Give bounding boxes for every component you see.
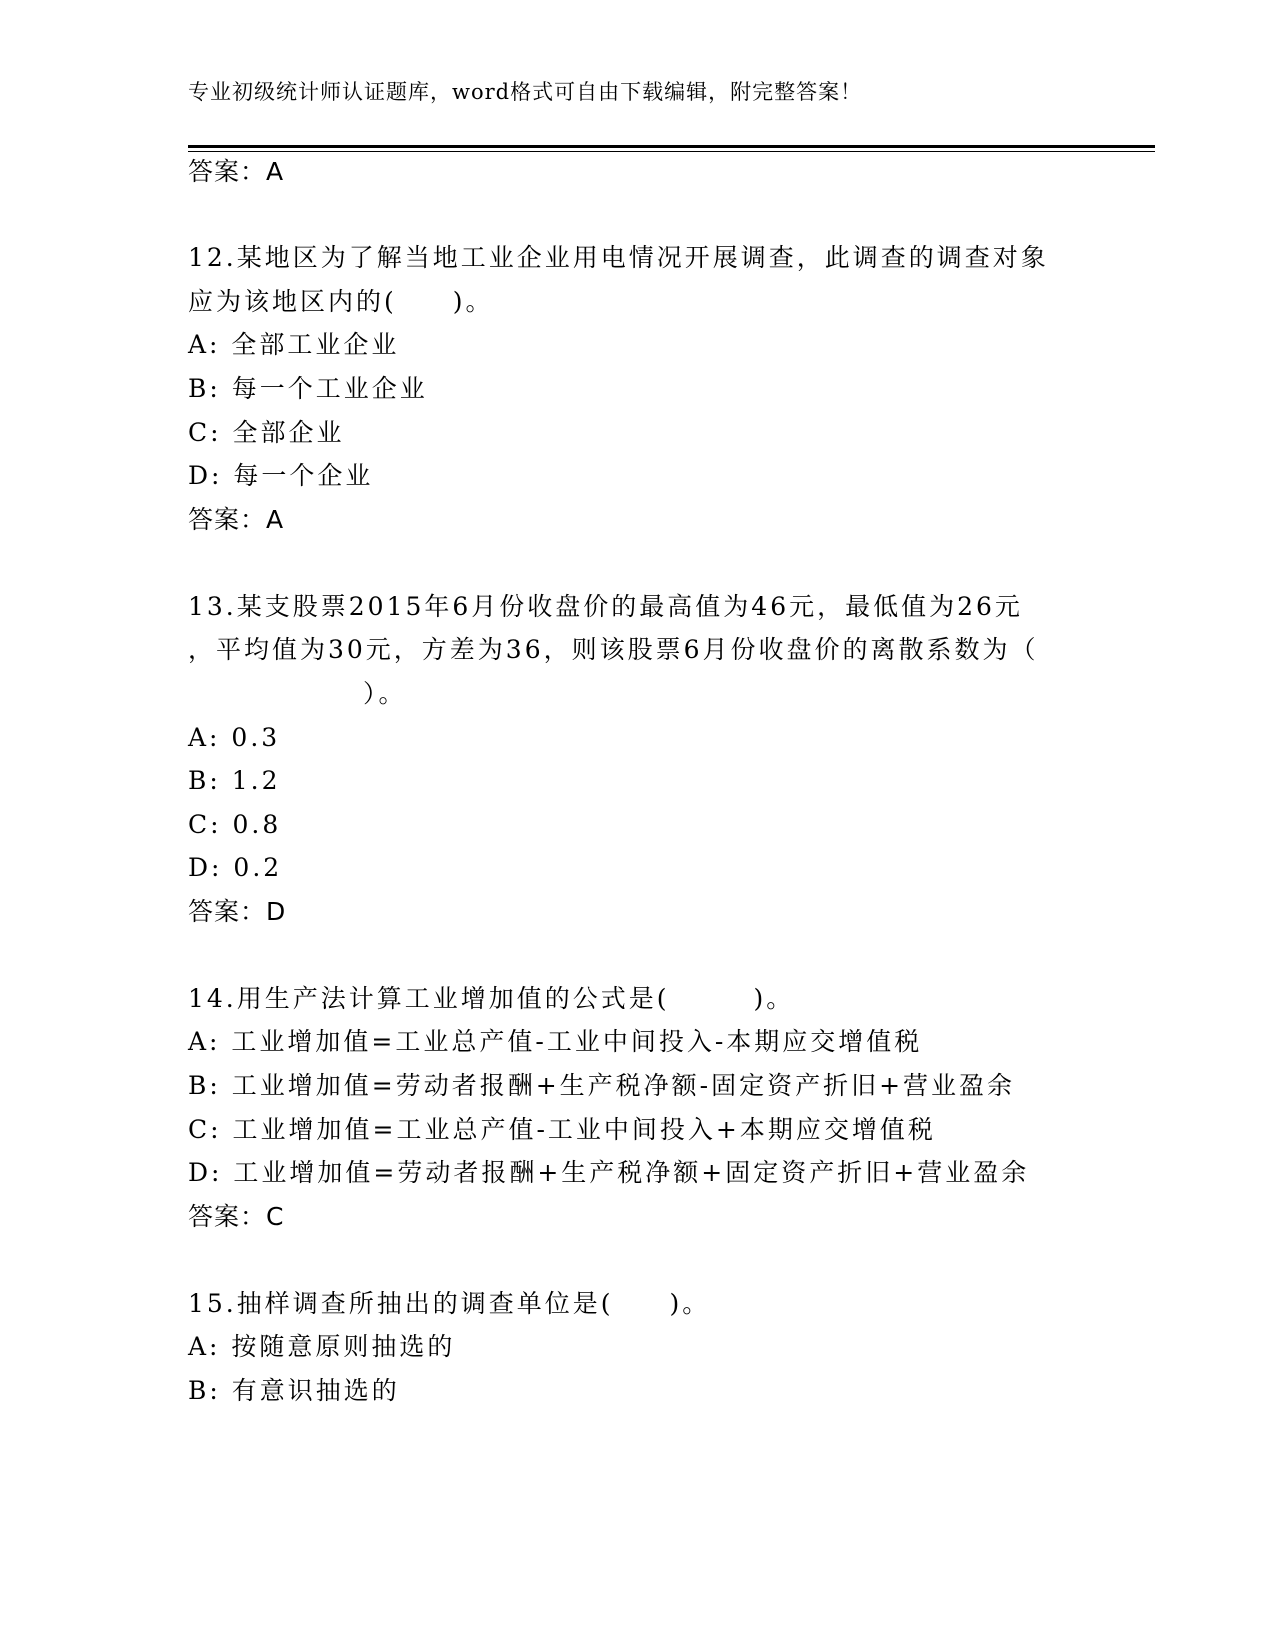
- question-15-option-b: B: 有意识抽选的: [188, 1376, 400, 1405]
- header-rule-thin: [188, 151, 1155, 152]
- question-15-option-a: A: 按随意原则抽选的: [188, 1332, 456, 1361]
- question-14-answer: 答案：C: [188, 1202, 285, 1231]
- question-14-option-d: D: 工业增加值=劳动者报酬+生产税净额+固定资产折旧+营业盈余: [188, 1158, 1030, 1187]
- question-12-option-d: D: 每一个企业: [188, 461, 374, 490]
- question-12-option-a: A: 全部工业企业: [188, 330, 400, 359]
- question-15-stem-line-1: 15.抽样调查所抽出的调查单位是( )。: [188, 1289, 711, 1318]
- page-header: 专业初级统计师认证题库，word格式可自由下载编辑，附完整答案！: [188, 80, 863, 104]
- header-rule-thick: [188, 145, 1155, 148]
- previous-answer: 答案：A: [188, 157, 285, 186]
- question-13-option-d: D: 0.2: [188, 853, 283, 882]
- question-14-stem-line-1: 14.用生产法计算工业增加值的公式是( )。: [188, 984, 795, 1013]
- question-12-stem-line-1: 12.某地区为了解当地工业企业用电情况开展调查，此调查的调查对象: [188, 243, 1049, 272]
- question-13-option-a: A: 0.3: [188, 723, 281, 752]
- question-13-option-c: C: 0.8: [188, 810, 282, 839]
- question-14-option-b: B: 工业增加值=劳动者报酬+生产税净额-固定资产折旧+营业盈余: [188, 1071, 1016, 1100]
- question-13-option-b: B: 1.2: [188, 766, 281, 795]
- question-14-option-a: A: 工业增加值=工业总产值-工业中间投入-本期应交增值税: [188, 1027, 923, 1056]
- question-13-answer: 答案：D: [188, 897, 287, 926]
- question-13-stem-line-3: ）。: [363, 679, 407, 708]
- question-13-stem-line-1: 13.某支股票2015年6月份收盘价的最高值为46元，最低值为26元: [188, 592, 1023, 621]
- question-14-option-c: C: 工业增加值=工业总产值-工业中间投入+本期应交增值税: [188, 1115, 936, 1144]
- question-12-answer: 答案：A: [188, 505, 285, 534]
- question-13-stem-line-2: ，平均值为30元，方差为36，则该股票6月份收盘价的离散系数为（: [188, 635, 1039, 664]
- question-12-option-c: C: 全部企业: [188, 418, 345, 447]
- question-12-stem-line-2: 应为该地区内的( )。: [188, 287, 494, 316]
- question-12-option-b: B: 每一个工业企业: [188, 374, 428, 403]
